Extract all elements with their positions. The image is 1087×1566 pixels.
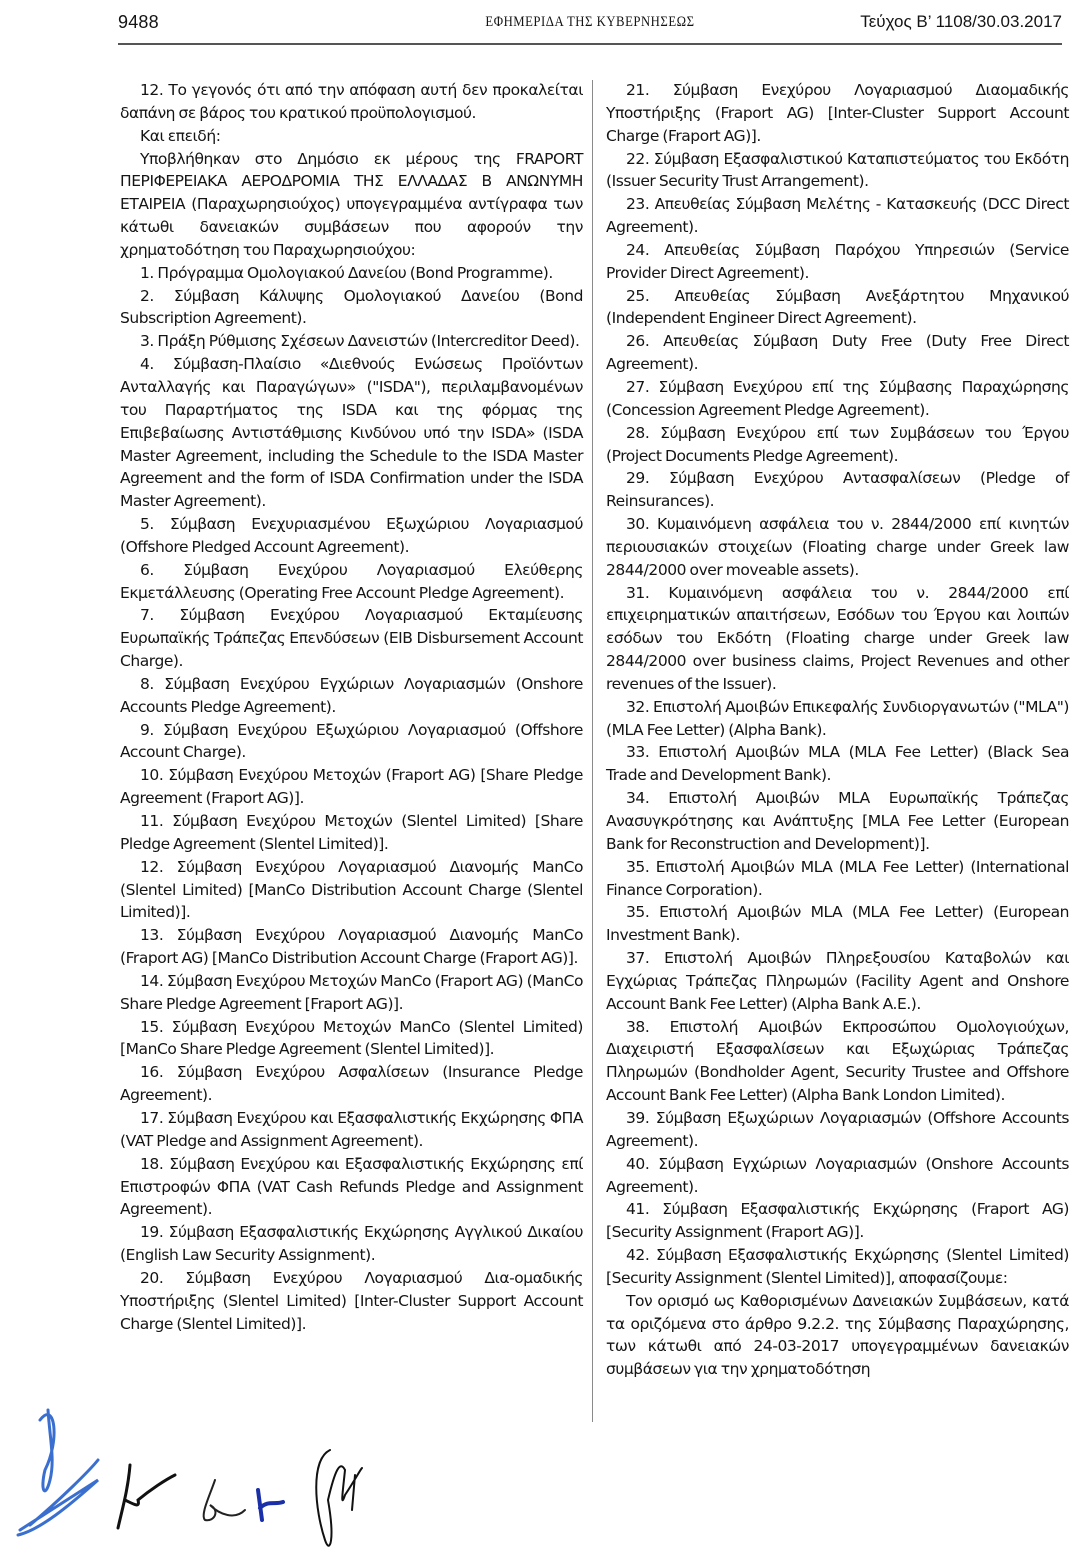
left-column-paragraph: 9. Σύμβαση Ενεχύρου Εξωχώριου Λογαριασμού (Offshore Account Charge). bbox=[120, 720, 583, 762]
right-column-paragraph: 39. Σύμβαση Εξωχώριων Λογαριασμών (Offshore Accounts Agreement). bbox=[606, 1108, 1069, 1150]
left-column-paragraph: 16. Σύμβαση Ενεχύρου Ασφαλίσεων (Insurance Pledge Agreement). bbox=[120, 1063, 583, 1105]
right-column-paragraph: 40. Σύμβαση Εγχώριων Λογαριασμών (Onshore Accounts Agreement). bbox=[606, 1154, 1069, 1196]
left-column-paragraph: 4. Σύμβαση-Πλαίσιο «Διεθνούς Ενώσεως Προϊόντων Ανταλλαγής και Παραγώγων» ("ISDA"), περιλαμβανομένων του Παραρτήματος της ISDA και της φόρμας της Επιβεβαίωσης Αντιστάθμισης Κινδύνου υπό την ISDA» (ISDA Master Agreement, including the Schedule to the ISDA Master Agreement and the form of ISDA Confirmation under the ISDA Master Agreement). bbox=[120, 355, 583, 511]
right-column-paragraph: Τον ορισμό ως Καθορισμένων Δανειακών Συμβάσεων, κατά τα οριζόμενα στο άρθρο 9.2.2. της Σύμβασης Παραχώρησης, των κάτωθι από 24-03-2017 υπογεγραμμένων δανειακών συμβάσεων για την χρηματοδότηση bbox=[606, 1291, 1069, 1379]
left-column-paragraph: 20. Σύμβαση Ενεχύρου Λογαριασμού Δια-ομαδικής Υποστήριξης (Slentel Limited) [Inter-Cluster Support Account Charge (Slentel Limited)]. bbox=[120, 1268, 583, 1333]
signature-3 bbox=[204, 1480, 245, 1520]
left-column-paragraph: 2. Σύμβαση Κάλυψης Ομολογιακού Δανείου (Bond Subscription Agreement). bbox=[120, 286, 583, 328]
left-column-paragraph: 10. Σύμβαση Ενεχύρου Μετοχών (Fraport AG) [Share Pledge Agreement (Fraport AG)]. bbox=[120, 766, 583, 808]
left-column-paragraph: 1. Πρόγραμμα Ομολογιακού Δανείου (Bond Programme). bbox=[140, 263, 553, 282]
left-column-paragraph: 12. Το γεγονός ότι από την απόφαση αυτή δεν προκαλείται δαπάνη σε βάρος του κρατικού προϋπολογισμού. bbox=[120, 81, 583, 122]
right-column-paragraph: 32. Επιστολή Αμοιβών Επικεφαλής Συνδιοργανωτών ("MLA") (MLA Fee Letter) (Alpha Bank). bbox=[606, 697, 1069, 739]
issue-reference: Τεύχος Β’ 1108/30.03.2017 bbox=[860, 12, 1062, 31]
left-column-paragraph: 8. Σύμβαση Ενεχύρου Εγχώριων Λογαριασμών (Onshore Accounts Pledge Agreement). bbox=[120, 674, 583, 716]
right-column-paragraph: 38. Επιστολή Αμοιβών Εκπροσώπου Ομολογιούχων, Διαχειριστή Εξασφαλίσεων και Εξωχώριας Τράπεζας Πληρωμών (Bondholder Agent, Security Trustee and Offshore Account Bank Fee Letter) (Alpha Bank London Limited). bbox=[606, 1017, 1069, 1105]
left-column-paragraph: 17. Σύμβαση Ενεχύρου και Εξασφαλιστικής Εκχώρησης ΦΠΑ (VAT Pledge and Assignment Agreement). bbox=[120, 1108, 583, 1150]
right-column-paragraph: 28. Σύμβαση Ενεχύρου επί των Συμβάσεων του Έργου (Project Documents Pledge Agreement). bbox=[606, 423, 1069, 465]
right-column-paragraph: 21. Σύμβαση Ενεχύρου Λογαριασμού Διαομαδικής Υποστήριξης (Fraport AG) [Inter-Cluster Support Account Charge (Fraport AG)]. bbox=[606, 81, 1069, 145]
left-column bbox=[120, 79, 583, 1335]
signature-1 bbox=[18, 1410, 98, 1535]
right-column-paragraph: 26. Απευθείας Σύμβαση Duty Free (Duty Free Direct Agreement). bbox=[606, 332, 1069, 374]
left-column-paragraph: 14. Σύμβαση Ενεχύρου Μετοχών ManCo (Fraport AG) (ManCo Share Pledge Agreement [Fraport AG)]. bbox=[120, 971, 583, 1013]
left-column-paragraph: 13. Σύμβαση Ενεχύρου Λογαριασμού Διανομής ManCo (Fraport AG) [ManCo Distribution Account Charge (Fraport AG)]. bbox=[120, 926, 583, 968]
right-column bbox=[606, 79, 1069, 1381]
header-rule bbox=[118, 43, 1062, 45]
page-number: 9488 bbox=[118, 12, 159, 32]
left-column-paragraph: 15. Σύμβαση Ενεχύρου Μετοχών ManCo (Slentel Limited) [ManCo Share Pledge Agreement (Slentel Limited)]. bbox=[120, 1017, 583, 1059]
right-column-paragraph: 25. Απευθείας Σύμβαση Ανεξάρτητου Μηχανικού (Independent Engineer Direct Agreement). bbox=[606, 286, 1069, 328]
column-divider bbox=[592, 80, 593, 1422]
left-column-paragraph: 5. Σύμβαση Ενεχυριασμένου Εξωχώριου Λογαριασμού (Offshore Pledged Account Agreement). bbox=[120, 515, 583, 556]
right-column-paragraph: 41. Σύμβαση Εξασφαλιστικής Εκχώρησης (Fraport AG) [Security Assignment (Fraport AG)]. bbox=[606, 1200, 1069, 1242]
right-column-paragraph: 37. Επιστολή Αμοιβών Πληρεξουσίου Καταβολών και Εγχώριας Τράπεζας Πληρωμών (Facility Agent and Onshore Account Bank Fee Letter) (Alpha Bank A.E.). bbox=[606, 949, 1069, 1013]
left-column-paragraph: 12. Σύμβαση Ενεχύρου Λογαριασμού Διανομής ManCo (Slentel Limited) [ManCo Distribution Account Charge (Slentel Limited)]. bbox=[120, 857, 583, 922]
left-column-paragraph: Υποβλήθηκαν στο Δημόσιο εκ μέρους της FRAPORT ΠΕΡΙΦΕΡΕΙΑΚΑ ΑΕΡΟΔΡΟΜΙΑ ΤΗΣ ΕΛΛΑΔΑΣ Β ΑΝΩΝΥΜΗ ΕΤΑΙΡΕΙΑ (Παραχωρησιούχος) υπογεγραμμένα αντίγραφα των κάτωθι δανειακών συμβάσεων που αφορούν την χρηματοδότηση του Παραχωρησιούχου: bbox=[120, 149, 583, 259]
journal-title: ΕΦΗΜΕΡΙΔΑ ΤΗΣ ΚΥΒΕΡΝΗΣΕΩΣ bbox=[485, 14, 695, 30]
left-column-paragraph: 19. Σύμβαση Εξασφαλιστικής Εκχώρησης Αγγλικού Δικαίου (English Law Security Assignment). bbox=[120, 1223, 583, 1265]
signature-5 bbox=[316, 1450, 362, 1546]
right-column-paragraph: 23. Απευθείας Σύμβαση Μελέτης - Κατασκευής (DCC Direct Agreement). bbox=[606, 195, 1069, 237]
left-column-paragraph: 3. Πράξη Ρύθμισης Σχέσεων Δανειστών (Intercreditor Deed). bbox=[140, 332, 580, 351]
left-column-paragraph: Και επειδή: bbox=[140, 126, 221, 145]
left-column-paragraph: 6. Σύμβαση Ενεχύρου Λογαριασμού Ελεύθερης Εκμετάλλευσης (Operating Free Account Pledge Agreement). bbox=[120, 560, 583, 602]
right-column-paragraph: 35. Επιστολή Αμοιβών MLA (MLA Fee Letter) (European Investment Bank). bbox=[606, 903, 1069, 945]
right-column-paragraph: 30. Κυμαινόμενη ασφάλεια του ν. 2844/2000 επί κινητών περιουσιακών στοιχείων (Floating charge under Greek law 2844/2000 over moveable assets). bbox=[606, 515, 1069, 579]
signature-4 bbox=[258, 1490, 283, 1520]
right-column-paragraph: 27. Σύμβαση Ενεχύρου επί της Σύμβασης Παραχώρησης (Concession Agreement Pledge Agreement). bbox=[606, 377, 1069, 419]
right-column-paragraph: 35. Επιστολή Αμοιβών MLA (MLA Fee Letter) (International Finance Corporation). bbox=[606, 857, 1069, 899]
right-column-paragraph: 34. Επιστολή Αμοιβών MLA Ευρωπαϊκής Τράπεζας Ανασυγκρότησης και Ανάπτυξης [MLA Fee Letter (European Bank for Reconstruction and Development)]. bbox=[606, 789, 1069, 853]
right-column-paragraph: 42. Σύμβαση Εξασφαλιστικής Εκχώρησης (Slentel Limited) [Security Assignment (Slentel Limited)], αποφασίζουμε: bbox=[606, 1246, 1069, 1287]
right-column-paragraph: 24. Απευθείας Σύμβαση Παρόχου Υπηρεσιών (Service Provider Direct Agreement). bbox=[606, 240, 1069, 282]
left-column-paragraph: 7. Σύμβαση Ενεχύρου Λογαριασμού Εκταμίευσης Ευρωπαϊκής Τράπεζας Επενδύσεων (EIB Disbursement Account Charge). bbox=[120, 606, 583, 671]
right-column-paragraph: 31. Κυμαινόμενη ασφάλεια του ν. 2844/2000 επί επιχειρηματικών απαιτήσεων, Εσόδων του Έργου και λοιπών εσόδων του Εκδότη (Floating charge under Greek law 2844/2000 over business claims, Project Revenues and other revenues of the Issuer). bbox=[606, 583, 1069, 693]
signatures bbox=[0, 1380, 400, 1566]
page-header bbox=[118, 12, 1062, 44]
signature-2 bbox=[118, 1465, 175, 1528]
right-column-paragraph: 29. Σύμβαση Ενεχύρου Αντασφαλίσεων (Pledge of Reinsurances). bbox=[606, 469, 1069, 511]
right-column-paragraph: 33. Επιστολή Αμοιβών MLA (MLA Fee Letter) (Black Sea Trade and Development Bank). bbox=[606, 743, 1069, 785]
right-column-paragraph: 22. Σύμβαση Εξασφαλιστικού Καταπιστεύματος του Εκδότη (Issuer Security Trust Arrangement). bbox=[606, 149, 1069, 191]
left-column-paragraph: 11. Σύμβαση Ενεχύρου Μετοχών (Slentel Limited) [Share Pledge Agreement (Slentel Limited)]. bbox=[120, 812, 583, 853]
left-column-paragraph: 18. Σύμβαση Ενεχύρου και Εξασφαλιστικής Εκχώρησης επί Επιστροφών ΦΠΑ (VAT Cash Refunds Pledge and Assignment Agreement). bbox=[120, 1154, 583, 1219]
